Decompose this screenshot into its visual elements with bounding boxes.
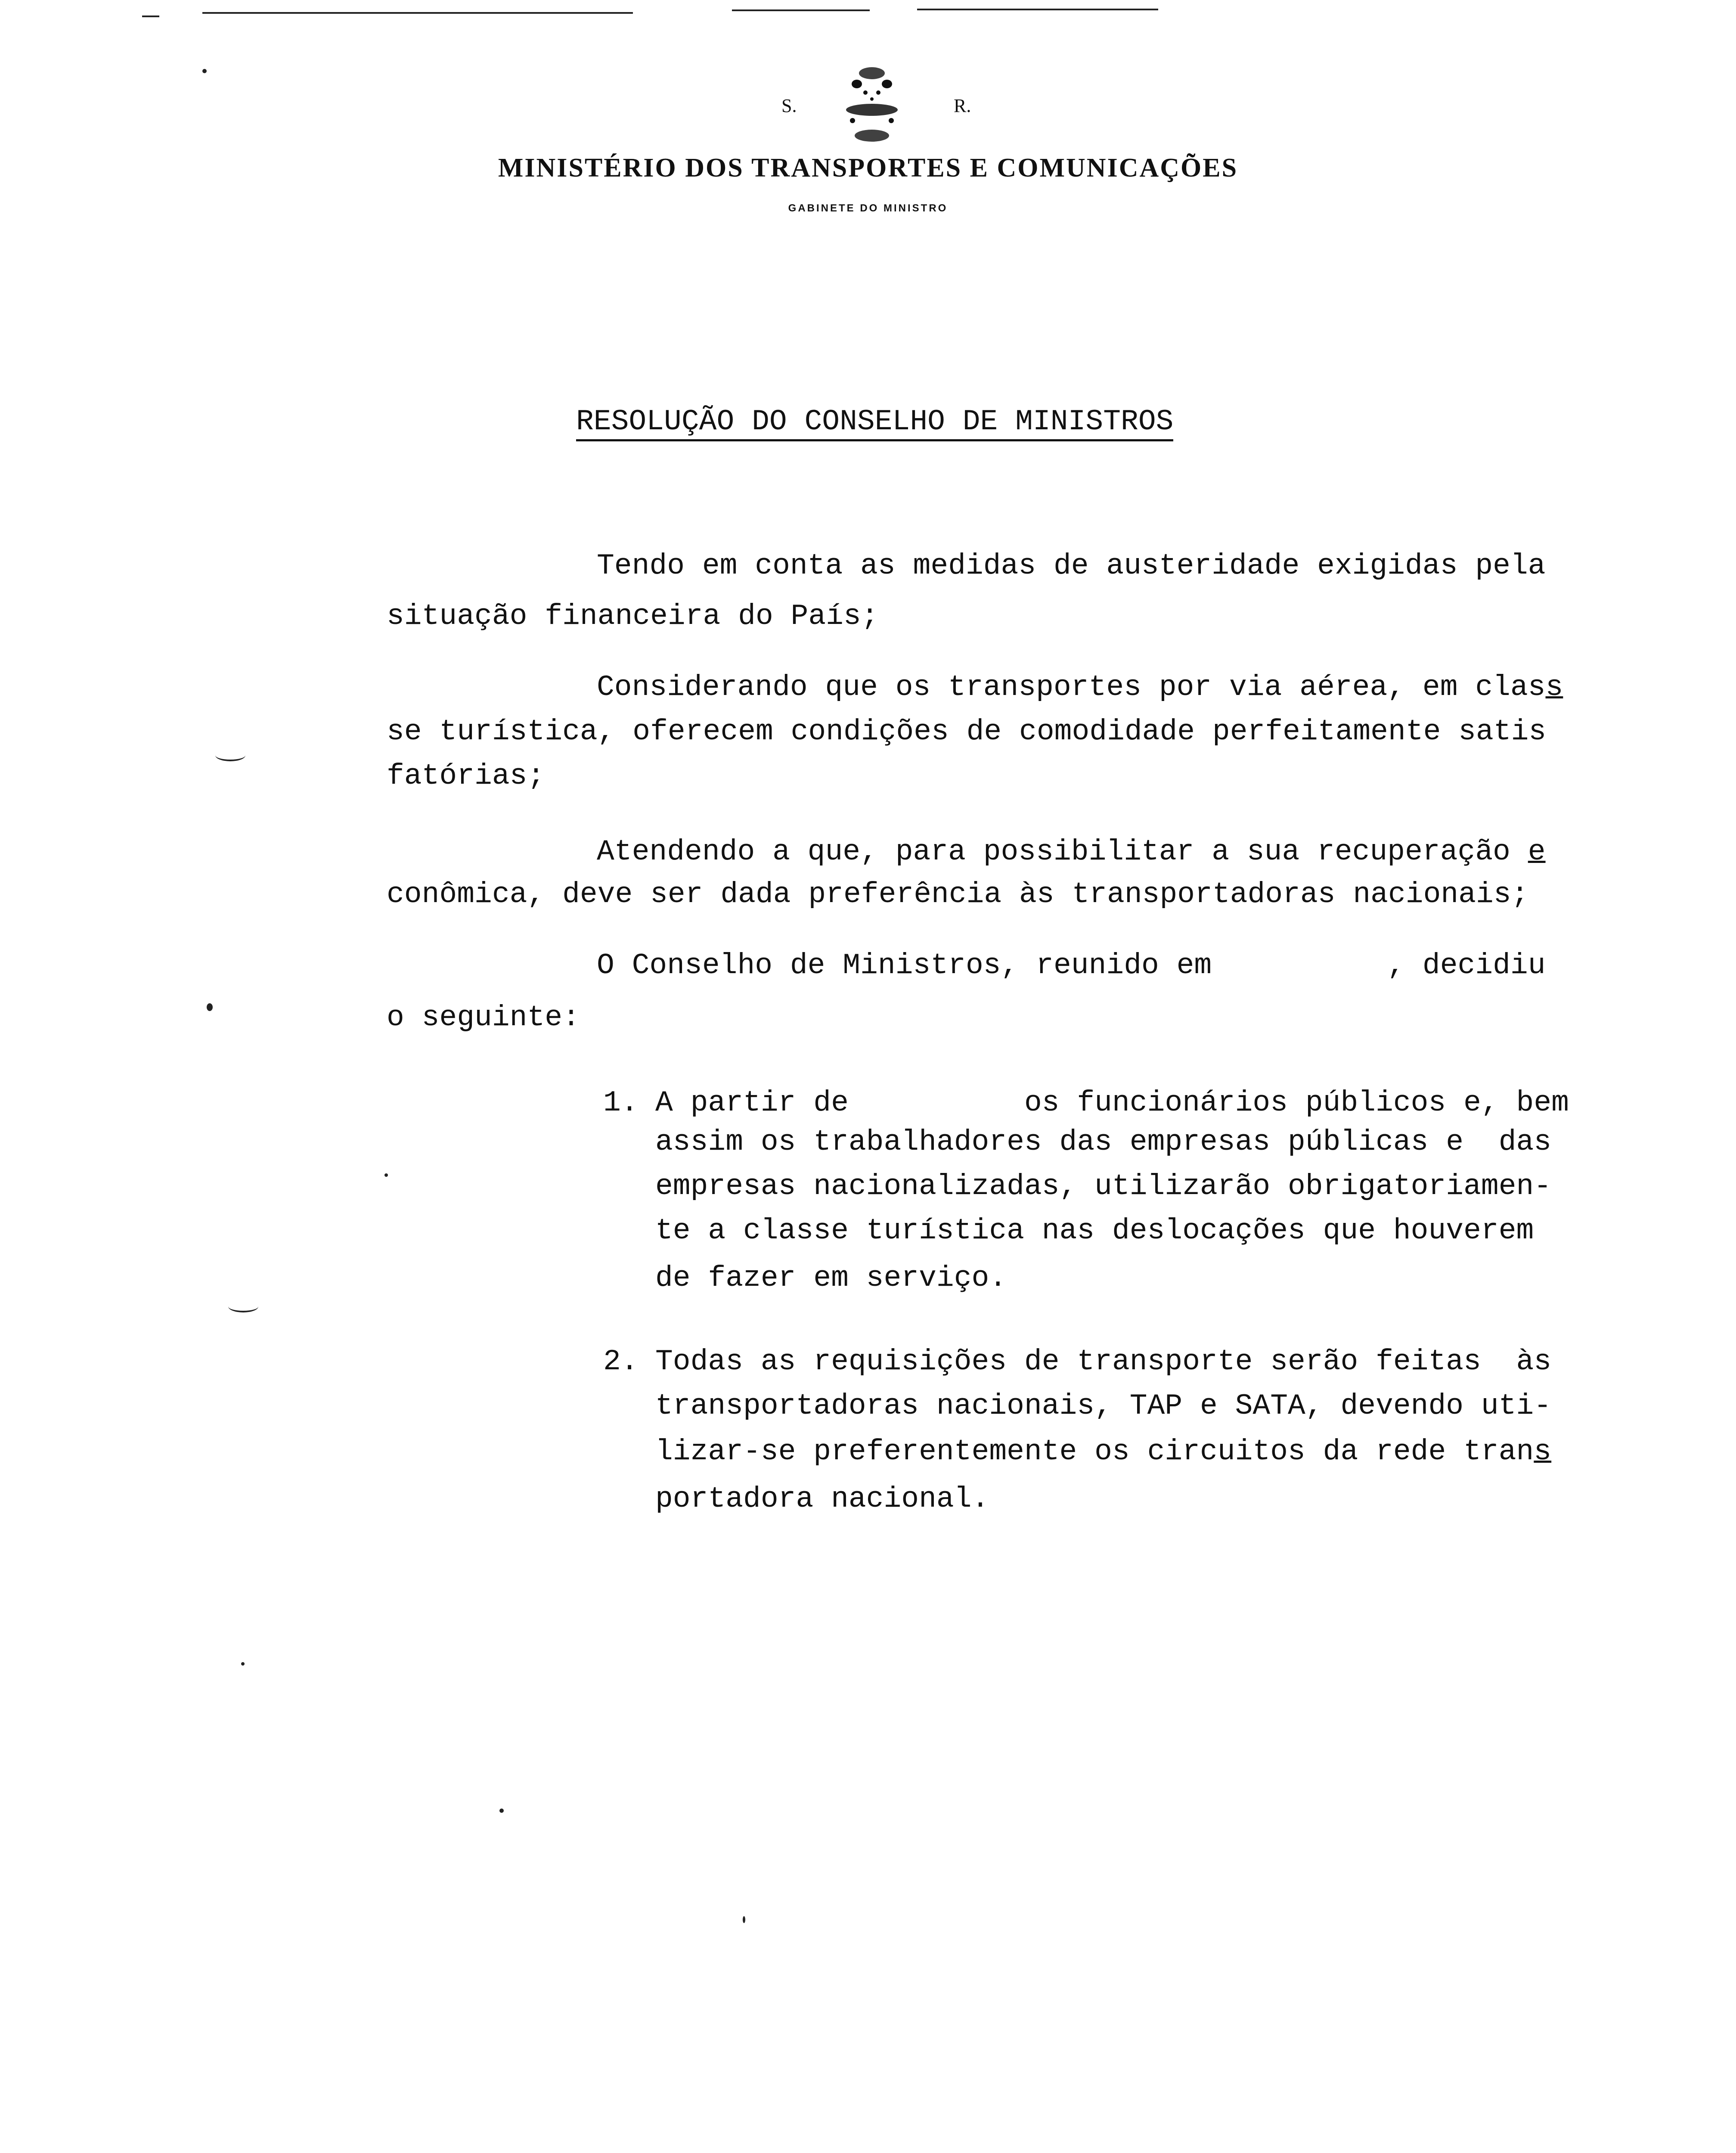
body-line	[597, 549, 1546, 583]
body-line	[597, 949, 1546, 983]
line-text: lizar-se preferentemente os circuitos da rede tran	[655, 1435, 1534, 1468]
line-text: te a classe turística nas deslocações que houverem	[655, 1214, 1534, 1247]
body-line	[655, 1389, 1551, 1424]
ministry-name: MINISTÉRIO DOS TRANSPORTES E COMUNICAÇÕES	[498, 153, 1238, 183]
line-text: situação financeira do País;	[387, 600, 879, 633]
body-line	[387, 1001, 580, 1035]
scan-artifact-line	[142, 16, 159, 17]
line-text: Atendendo a que, para possibilitar a sua recuperação	[597, 835, 1528, 869]
line-text: Todas as requisições de transporte serão feitas às	[655, 1345, 1552, 1378]
scan-artifact-line	[202, 12, 633, 14]
line-text: Tendo em conta as medidas de austeridade exigidas pela	[597, 549, 1546, 583]
body-line	[655, 1214, 1534, 1248]
scan-artifact-line	[917, 9, 1158, 10]
line-text: conômica, deve ser dada preferência às transportadoras nacionais;	[387, 878, 1529, 911]
scan-curve-mark	[228, 1300, 258, 1312]
scan-speck	[202, 69, 207, 73]
scan-speck	[499, 1809, 504, 1813]
item-number-1: 1.	[603, 1086, 639, 1120]
document-title: RESOLUÇÃO DO CONSELHO DE MINISTROS	[576, 405, 1173, 441]
scan-speck	[384, 1173, 388, 1177]
hyphenation-underlined-letter: s	[1534, 1435, 1552, 1468]
hyphenation-underlined-letter: s	[1545, 671, 1563, 704]
body-line	[655, 1170, 1551, 1204]
scan-speck	[743, 1916, 745, 1923]
line-text: o seguinte:	[387, 1001, 580, 1034]
body-line	[387, 715, 1546, 749]
body-line	[655, 1345, 1551, 1379]
line-text: A partir de os funcionários públicos e, bem	[655, 1086, 1569, 1120]
scan-speck	[207, 1003, 213, 1011]
body-line	[387, 878, 1528, 912]
scan-artifact-line	[732, 9, 870, 11]
scan-curve-mark	[215, 749, 245, 761]
line-text: portadora nacional.	[655, 1483, 989, 1516]
line-text: fatórias;	[387, 760, 545, 793]
line-text: de fazer em serviço.	[655, 1262, 1007, 1295]
letterhead-right-initial: R.	[954, 95, 971, 116]
body-line	[655, 1125, 1551, 1160]
body-line	[387, 759, 545, 794]
letterhead-left-initial: S.	[781, 95, 797, 116]
item-number-2: 2.	[603, 1345, 639, 1378]
body-line	[655, 1435, 1551, 1469]
body-line	[655, 1086, 1569, 1120]
hyphenation-underlined-letter: e	[1528, 835, 1546, 869]
line-text: transportadoras nacionais, TAP e SATA, devendo uti-	[655, 1390, 1552, 1423]
scan-speck	[241, 1662, 245, 1666]
body-line	[387, 599, 879, 634]
line-text: assim os trabalhadores das empresas públicas e das	[655, 1126, 1552, 1159]
body-line	[597, 670, 1563, 705]
line-text: O Conselho de Ministros, reunido em , decidiu	[597, 949, 1546, 982]
line-text: se turística, oferecem condições de comodidade perfeitamente satis	[387, 715, 1547, 748]
line-text: empresas nacionalizadas, utilizarão obrigatoriamen-	[655, 1170, 1552, 1203]
coat-of-arms-emblem	[831, 60, 913, 146]
line-text: Considerando que os transportes por via aérea, em clas	[597, 671, 1546, 704]
body-line	[655, 1261, 1007, 1296]
body-line	[655, 1482, 989, 1517]
body-line	[597, 835, 1546, 869]
office-name: GABINETE DO MINISTRO	[788, 202, 948, 214]
